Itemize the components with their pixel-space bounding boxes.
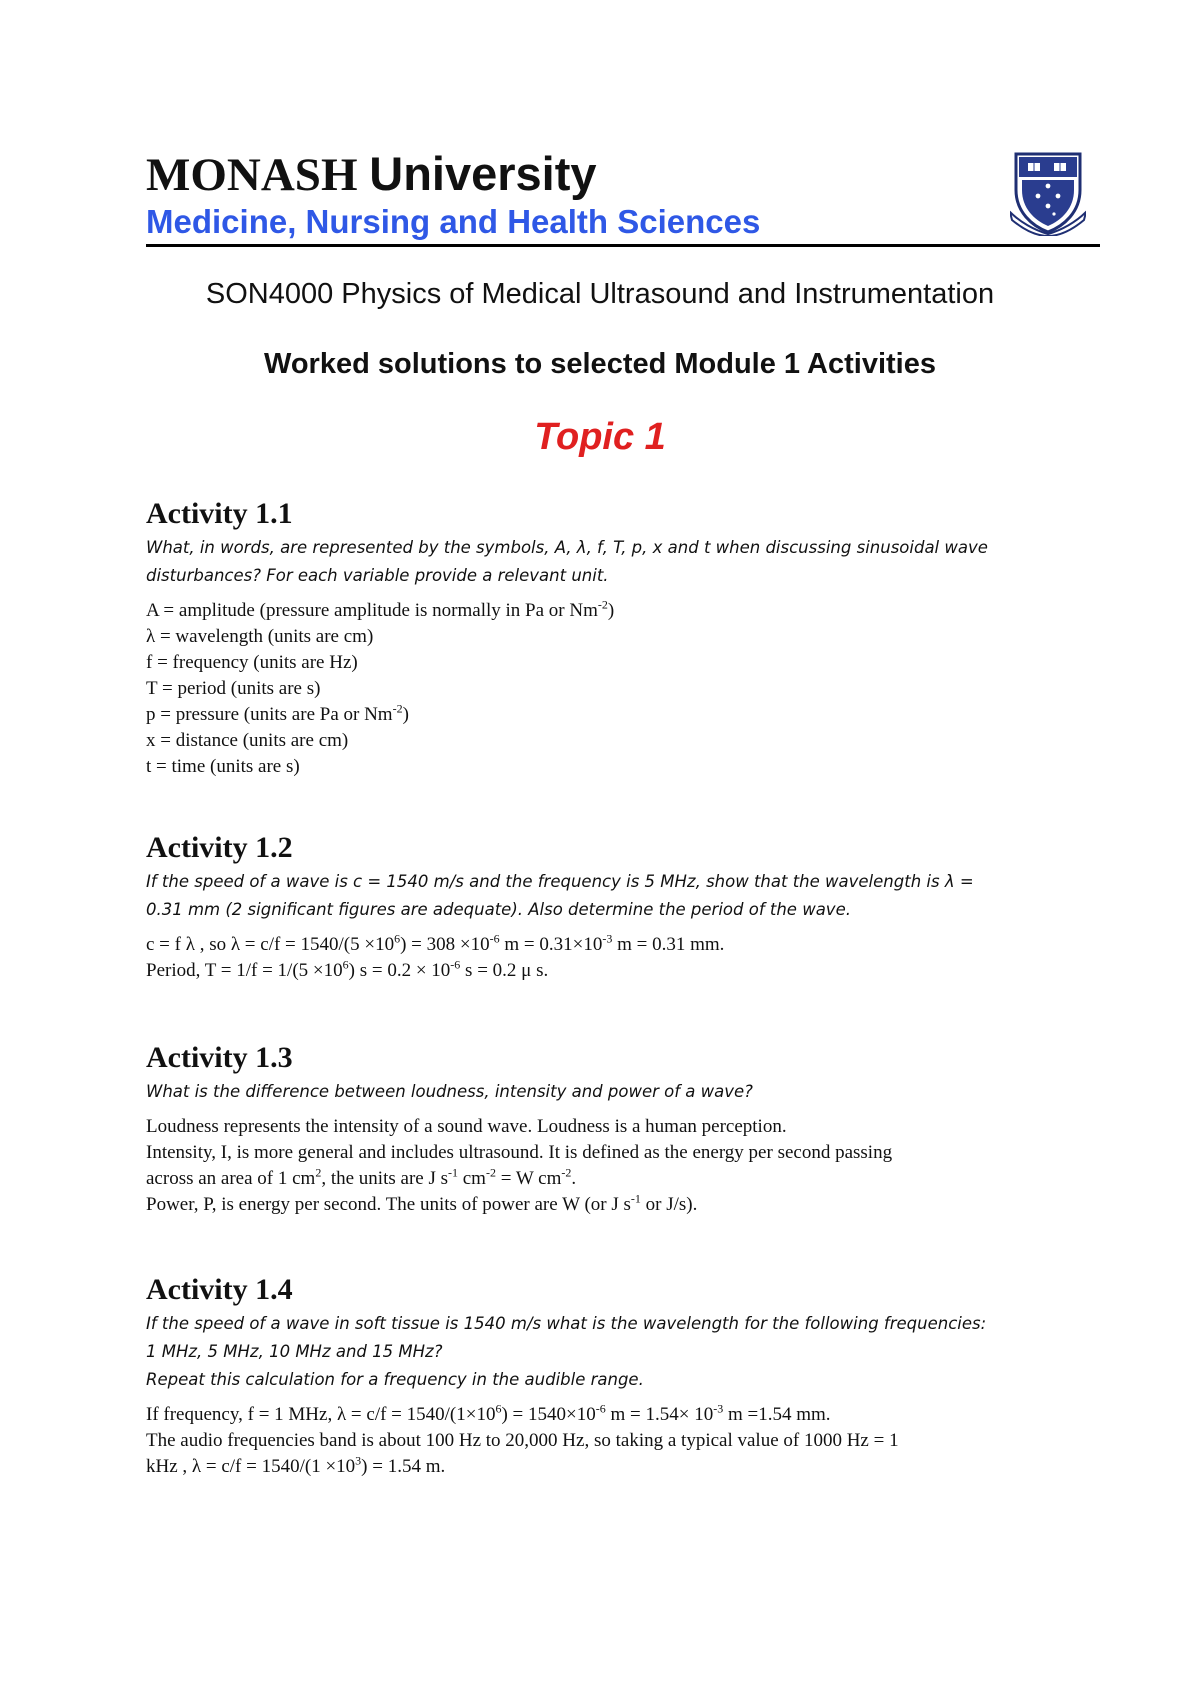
question-line: disturbances? For each variable provide a relevant unit.	[146, 566, 609, 585]
activity-question	[146, 868, 1086, 924]
university-title	[146, 146, 597, 203]
answer-line: kHz , $\lambda = c/f = 1540/(1 \times 10^3) = 1.54$ m.	[146, 1453, 446, 1477]
activity-1-4	[146, 1272, 1086, 1480]
title-university: University	[369, 147, 597, 200]
activity-title: Activity 1.1	[146, 497, 293, 530]
answer-line: f = frequency (units are Hz)	[146, 652, 358, 673]
answer-line: t = time (units are s)	[146, 756, 300, 777]
topic-heading: Topic 1	[534, 416, 666, 458]
answer-line: The audio frequencies band is about 100 Hz to 20,000 Hz, so taking a typical value of 1000 Hz = 1	[146, 1430, 899, 1451]
answer-line: c = f λ , so $\lambda = c/f = 1540/(5 \times 10^6) = 308 \times 10^{-6}$ $m = 0.31\times 10^{-3}$ m = 0.31 mm.	[146, 931, 725, 955]
answer-line: Power, P, is energy per second. The units of power are W (or J $s^{-1}$ or J/s).	[146, 1191, 698, 1215]
question-line: What is the difference between loudness, intensity and power of a wave?	[146, 1082, 753, 1101]
course-title: SON4000 Physics of Medical Ultrasound and Instrumentation	[205, 278, 995, 310]
activity-answer	[146, 598, 1086, 780]
answer-line: Period, $T = 1/f = 1/(5 \times 10^6)$ $s = 0.2 \times 10^{-6}$ s = 0.2 μ s.	[146, 957, 549, 981]
question-line: What, in words, are represented by the symbols, A, λ, f, T, p, x and t when discussing sinusoidal wave	[146, 538, 988, 557]
answer-line: p = pressure (units are Pa or $Nm^{-2}$)	[146, 701, 409, 725]
answer-line: A = amplitude (pressure amplitude is normally in Pa or $Nm^{-2}$)	[146, 597, 615, 621]
faculty-subtitle: Medicine, Nursing and Health Sciences	[146, 203, 761, 240]
answer-line: Intensity, I, is more general and includes ultrasound. It is defined as the energy per second passing	[146, 1142, 893, 1163]
answer-line: λ = wavelength (units are cm)	[146, 626, 374, 647]
answer-line: If frequency, f = 1 MHz, $\lambda = c/f = 1540/(1\times 10^6) = 1540\times 10^{-6}$ $m = 1.54\times 10^{-3}$ m =1.54 mm.	[146, 1401, 831, 1425]
activity-question	[146, 1078, 1086, 1106]
question-line: If the speed of a wave is c = 1540 m/s and the frequency is 5 MHz, show that the wavelength is λ =	[146, 872, 974, 891]
question-line: 1 MHz, 5 MHz, 10 MHz and 15 MHz?	[146, 1342, 443, 1361]
activity-title: Activity 1.2	[146, 831, 293, 864]
activity-title: Activity 1.3	[146, 1041, 293, 1074]
activity-1-1	[146, 496, 1086, 780]
activity-answer	[146, 932, 1086, 984]
answer-line: x = distance (units are cm)	[146, 730, 349, 751]
question-line: If the speed of a wave in soft tissue is 1540 m/s what is the wavelength for the following frequencies:	[146, 1314, 987, 1333]
activity-1-3	[146, 1040, 1086, 1218]
answer-line: T = period (units are s)	[146, 678, 321, 699]
activity-title: Activity 1.4	[146, 1273, 293, 1306]
activity-answer	[146, 1114, 1086, 1218]
activity-question	[146, 534, 1086, 590]
answer-line: Loudness represents the intensity of a sound wave. Loudness is a human perception.	[146, 1116, 787, 1137]
question-line: 0.31 mm (2 significant figures are adequate). Also determine the period of the wave.	[146, 900, 851, 919]
document-heading: Worked solutions to selected Module 1 Activities	[264, 348, 936, 380]
question-line: Repeat this calculation for a frequency in the audible range.	[146, 1370, 644, 1389]
activity-answer	[146, 1402, 1086, 1480]
university-crest-icon	[1010, 150, 1086, 236]
activity-question	[146, 1310, 1086, 1394]
title-monash: MONASH	[146, 149, 358, 201]
answer-line: across an area of 1 $cm^2$, the units are J $s^{-1}$ $cm^{-2} = W$ $cm^{-2}$.	[146, 1165, 577, 1189]
header-divider	[146, 244, 1100, 247]
activity-1-2	[146, 830, 1086, 984]
